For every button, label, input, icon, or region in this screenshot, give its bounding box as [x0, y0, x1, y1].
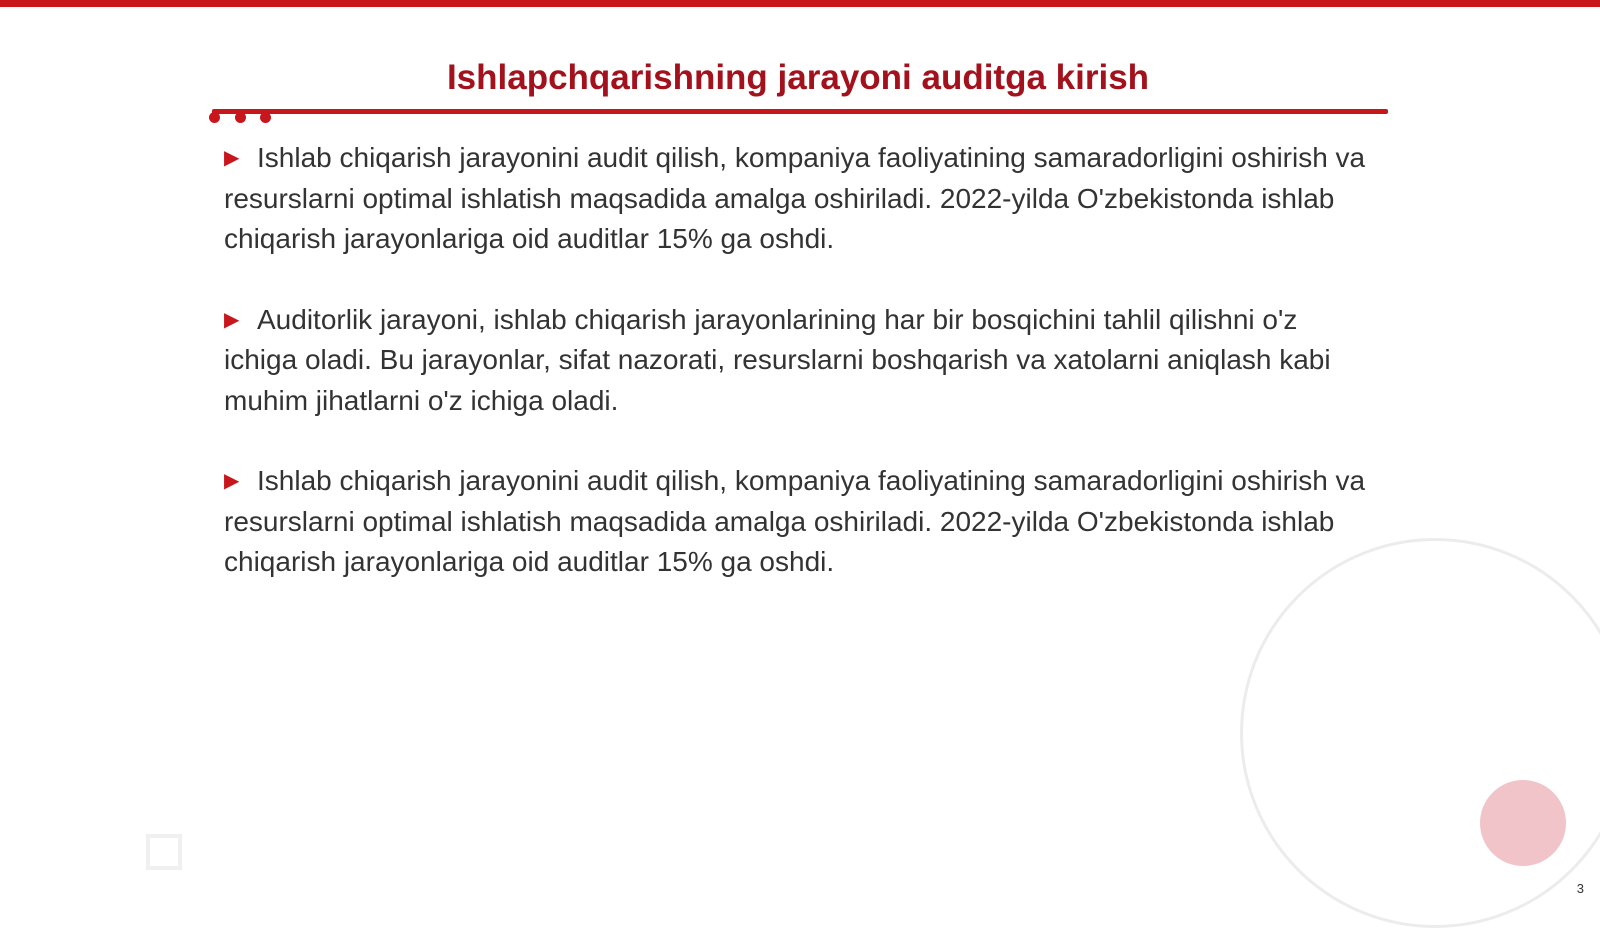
bullet-paragraph-2 [224, 300, 1374, 422]
triangle-bullet-icon: ▶ [224, 308, 240, 331]
top-accent-bar [0, 0, 1600, 7]
bullet-paragraph-3 [224, 461, 1374, 583]
decor-dot [235, 112, 246, 123]
slide-content [224, 138, 1374, 623]
title-underline [212, 109, 1388, 114]
triangle-bullet-icon: ▶ [224, 470, 240, 492]
decor-square-outline [146, 834, 182, 870]
decor-circle-outline [1240, 538, 1600, 928]
decor-pink-circle [1480, 780, 1566, 866]
decor-dot [209, 112, 220, 123]
paragraph-text: Ishlab chiqarish jarayonini audit qilish, kompaniya faoliyatining samaradorligini oshirish va resurslarni optimal ishlatish maqsadida amalga oshiriladi. 2022-yilda O'zbekistonda ishlab chiqarish jarayonlariga oid auditlar 15% ga oshdi. [224, 142, 1366, 254]
paragraph-text: Ishlab chiqarish jarayonini audit qilish, kompaniya faoliyatining samaradorligini oshirish va resurslarni optimal ishlatish maqsadida amalga oshiriladi. 2022-yilda O'zbekistonda ishlab chiqarish jarayonlariga oid auditlar 15% ga oshdi. [224, 465, 1366, 577]
page-number: 3 [1576, 881, 1584, 896]
paragraph-text: Auditorlik jarayoni, ishlab chiqarish jarayonlarining har bir bosqichini tahlil qilishni o'z ichiga oladi. Bu jarayonlar, sifat nazorati, resurslarni boshqarish va xatolarni aniqlash kabi muhim jihatlarni o'z ichiga oladi. [224, 303, 1331, 416]
bullet-paragraph-1 [224, 138, 1374, 260]
triangle-bullet-icon: ▶ [224, 147, 240, 169]
slide-title: Ishlapchqarishning jarayoni auditga kirish [446, 58, 1150, 97]
decor-dot [260, 112, 271, 123]
